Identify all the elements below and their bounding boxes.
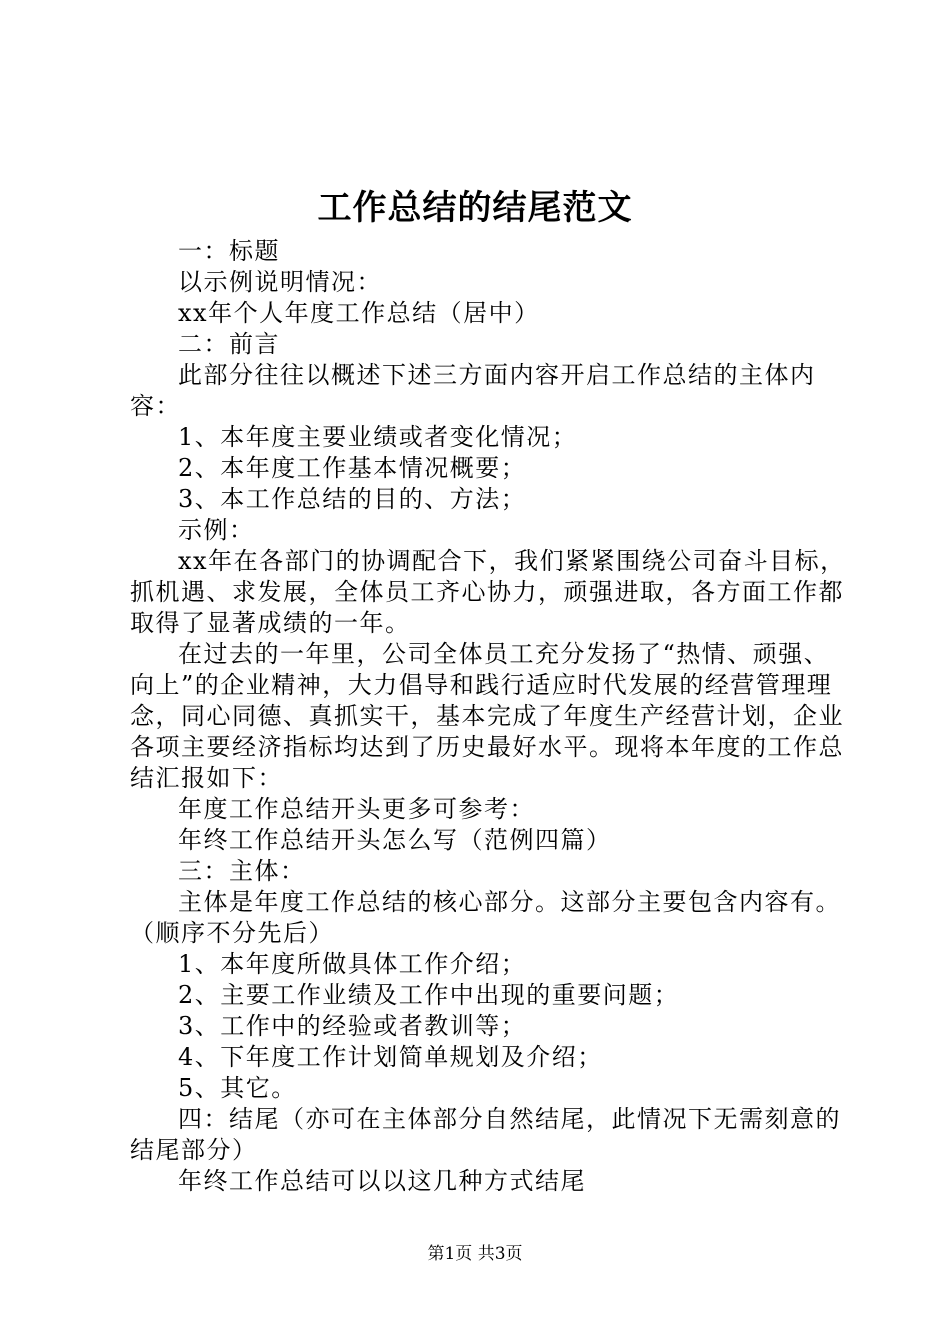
paragraph: xx年在各部门的协调配合下，我们紧紧围绕公司奋斗目标，抓机遇、求发展，全体员工齐心协力，顽强进取，各方面工作都取得了显著成绩的一年。 — [130, 547, 846, 637]
paragraph: 三：主体： — [178, 857, 306, 885]
paragraph: 主体是年度工作总结的核心部分。这部分主要包含内容有。（顺序不分先后） — [130, 888, 841, 947]
paragraph: 示例： — [178, 516, 255, 544]
paragraph: 此部分往往以概述下述三方面内容开启工作总结的主体内容： — [130, 361, 816, 420]
paragraph: 1、本年度所做具体工作介绍； — [178, 950, 527, 978]
paragraph: 3、工作中的经验或者教训等； — [178, 1012, 527, 1040]
paragraph: 4、下年度工作计划简单规划及介绍； — [178, 1043, 603, 1071]
page-footer: 第1页 共3页 — [427, 1244, 523, 1264]
paragraph: xx年个人年度工作总结（居中） — [178, 299, 540, 327]
paragraph: 二：前言 — [178, 330, 280, 358]
paragraph: 1、本年度主要业绩或者变化情况； — [178, 423, 578, 451]
paragraph: 在过去的一年里，公司全体员工充分发扬了“热情、顽强、向上”的企业精神，大力倡导和践行适应时代发展的经营管理理念，同心同德、真抓实干，基本完成了年度生产经营计划，企业各项主要经济指标均达到了历史最好水平。现将本年度的工作总结汇报如下： — [130, 640, 844, 792]
paragraph: 3、本工作总结的目的、方法； — [178, 485, 527, 513]
paragraph: 年度工作总结开头更多可参考： — [178, 795, 535, 823]
paragraph: 2、主要工作业绩及工作中出现的重要问题； — [178, 981, 680, 1009]
paragraph: 四：结尾（亦可在主体部分自然结尾，此情况下无需刻意的结尾部分） — [130, 1105, 841, 1164]
paragraph: 5、其它。 — [178, 1074, 297, 1102]
paragraph: 以示例说明情况： — [178, 268, 382, 296]
document-body — [130, 236, 850, 1197]
paragraph: 2、本年度工作基本情况概要； — [178, 454, 527, 482]
document-title: 工作总结的结尾范文 — [317, 188, 633, 228]
paragraph: 年终工作总结开头怎么写（范例四篇） — [178, 826, 612, 854]
paragraph: 一：标题 — [178, 237, 280, 265]
paragraph: 年终工作总结可以以这几种方式结尾 — [178, 1167, 586, 1195]
